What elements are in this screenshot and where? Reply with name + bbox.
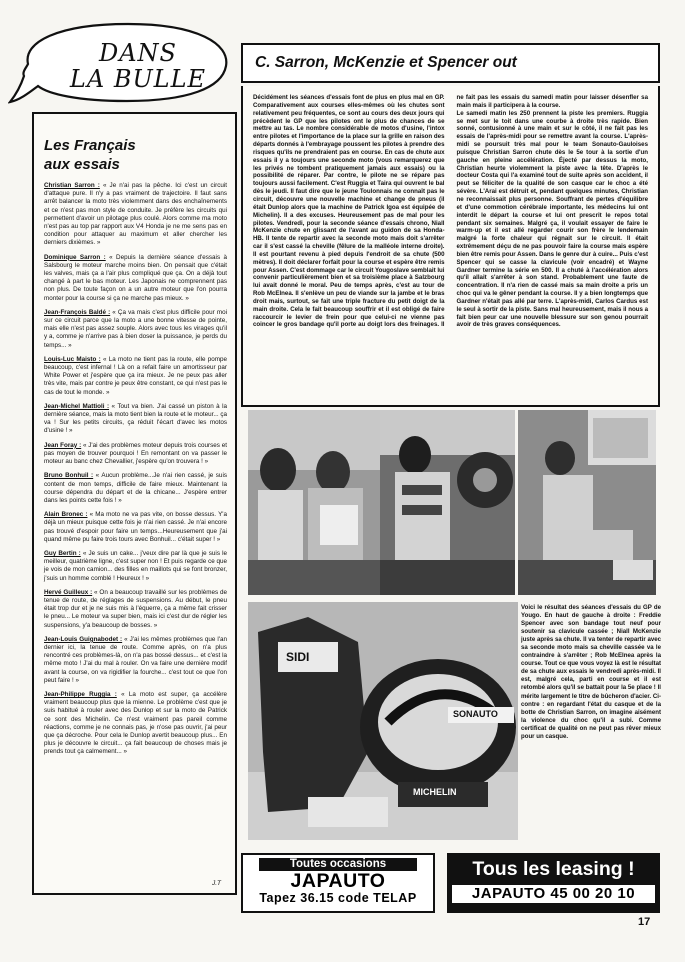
rider-quote-text: « Je suis un cake... j'veux dire par là que je suis le meilleur, quatrième ligne, c'est super non ! Et puis regarde ce que je vois de mon camion... des filles en maillots qui se font bronzer, j'suis un homme comblé ! Heureux ! » xyxy=(44,549,227,582)
rider-quote xyxy=(44,403,227,436)
rider-quote xyxy=(44,511,227,544)
tyre-brand-label: MICHELIN xyxy=(413,787,457,797)
rider-quote-text: « Tout va bien. J'ai cassé un piston à la dernière séance, mais la moto tient bien la route et le moteur... ça va ! Sur les petits circuits, ça réduit l'écart d'avec les motos d'usine ! » xyxy=(44,402,227,435)
ad1-line-3: Tapez 36.15 code TELAP xyxy=(259,891,417,905)
boot-brand-label: SIDI xyxy=(286,650,310,664)
rider-quote-text: « Ça va mais c'est plus difficile pour moi sur ce circuit parce que la moto a une bonne vitesse de pointe, mais elle n'est pas assez souple. Alors avec tous les virages qu'il y a, comme je n'arrive pas à bien doser la puissance, je perds du temps... » xyxy=(44,308,227,349)
japauto-occasions-ad xyxy=(241,853,435,913)
rider-quote-text: « Je n'ai pas la pêche. Ici c'est un circuit d'attaque pure. Il n'y a pas vraiment de trajectoire. Il faut sans arrêt balancer la moto très violemment dans des enchaînements et ce n'est pas mon style de conduite. Je préfère les circuits qui permettent d'avoir un pilotage plus coulé. Alors comme ma moto n'est pas au top par rapport aux V4 Honda je ne me sens pas en condition pour attaquer au maximum et aller chercher les derniers dixièmes. » xyxy=(44,182,227,247)
rider-name: Christian Sarron : xyxy=(44,182,100,189)
left-column-title xyxy=(44,136,227,174)
rider-quote-text: « J'ai des problèmes moteur depuis trois courses et pas moyen de trouver pourquoi ! En remontant on va passer le moteur au banc chez Chevallier, j'espère qu'on trouvera ! » xyxy=(44,441,227,466)
article-title: C. Sarron, McKenzie et Spencer out xyxy=(255,54,517,71)
author-signature: J.T xyxy=(211,880,221,887)
rider-quote-text: « Aucun problème...Je n'ai rien cassé, je suis content de mon temps, difficile de faire mieux. Maintenant la course dépendra du départ et de la chicane... J'espère entrer dans les points cette fois ! » xyxy=(44,472,227,504)
ad1-line-1: Toutes occasions xyxy=(259,858,417,871)
left-title-line-1: Les Français xyxy=(44,137,136,154)
rider-name: Dominique Sarron : xyxy=(44,253,106,261)
rider-name: Guy Bertin : xyxy=(44,549,81,557)
rider-quote-text: « On a beaucoup travaillé sur les problèmes de tenue de route, de réglages de suspensions. Au début, le pneu était trop dur et je ne suis mis à l'équerre, ça a même fait crisser le pneu... Le moteur va super bien, mais ici c'est dur de régler les suspensions, y'a beaucoup de bosses. » xyxy=(44,588,227,629)
ad1-line-2: JAPAUTO xyxy=(290,870,386,892)
photo-mcelnea-injured xyxy=(518,410,656,595)
photo-sarron-helmet-boot xyxy=(248,602,518,840)
rider-name: Louis-Luc Maisto : xyxy=(44,355,101,363)
rider-name: Jean-Philippe Ruggia : xyxy=(44,690,117,698)
page-number: 17 xyxy=(638,916,651,928)
rider-quotes-list xyxy=(44,182,227,757)
left-title-line-2: aux essais xyxy=(44,156,120,173)
rider-quote xyxy=(44,550,227,583)
rider-quote xyxy=(44,182,227,248)
dans-la-bulle-bubble xyxy=(8,4,233,104)
rider-quote xyxy=(44,254,227,303)
ad2-line-1: Tous les leasing ! xyxy=(472,858,635,880)
rider-name: Jean-Louis Guignabodet : xyxy=(44,635,123,643)
photo-caption: Voici le résultat des séances d'essais du GP de Yougo. En haut de gauche à droite : Freddie Spencer avec son bandage tout neuf pour soutenir sa clavicule cassée ; Niall McKenzie juste après sa chute. Il va tenter de repartir avec sa seconde moto mais sa cheville cassée va le contraindre à s'arrêter ; Rob McElnea après la course. Tout ce que vous voyez là est le résultat de sa chute aux essais le vendredi après-midi. Il est, malgré cela, parti en course et il est retombé alors qu'il se battait pour la 5e place ! Il mérite largement le titre de bûcheron d'acier. Ci-contre : en regardant l'état du casque et de la botte de Christian Sarron, on imagine aisément la violence du choc qu'il a subi. Comme certificat de qualité on ne peut pas rêver mieux pour un casque. xyxy=(521,604,661,740)
rider-quote-text: « J'ai les mêmes problèmes que l'an dernier ici, la tenue de route. Comme après, on n'a plus rencontré ces problèmes-là, on n'a pas bossé dessus... et c'est la même moto ! J'ai du mal à rouler. On va faire une dernière modif avant la course, on va rigidifier la fourche... c'est tout ce que l'on peut faire ! » xyxy=(44,635,227,684)
photo-mckenzie-crash xyxy=(380,410,515,595)
bubble-line-2: LA BULLE xyxy=(69,65,207,93)
bubble-title xyxy=(63,40,213,92)
rider-quote xyxy=(44,589,227,630)
rider-name: Alain Bronec : xyxy=(44,511,88,519)
photo-spencer-bandage xyxy=(248,410,380,595)
rider-name: Jean-François Baldé : xyxy=(44,308,111,316)
rider-name: Hervé Guilleux : xyxy=(44,588,93,596)
rider-quote xyxy=(44,356,227,397)
article-paragraph-2: Le samedi matin les 250 prennent la piste les premiers. Ruggia se met sur le toit dans une courbe à droite très rapide. Bien sonné, contusionné à une main et sur le côté, il ne fait pas les essais de l'après-midi pour se remettre avant la course. L'après-midi se poursuit très mal pour le team Sonauto-Gauloises puisque Christian Sarron chute dès le 5e tour à la sortie d'un gauche en pleine accélération. Éjecté par dessus la moto, Christian heurte violemment la piste avec la tête. D'après le docteur Costa qui l'a examiné tout de suite après son accident, il peut se féliciter de la qualité de son casque car le choc a été sévère. L'Arai est détruit et, pendant quelques minutes, Christian ne reconnaissait plus personne. Souffrant de pertes d'équilibre et d'une commotion cérébrale importante, les médecins lui ont interdit le départ la course et lui ont prescrit le repos total pendant six semaines. Malgré ça, il voulait essayer de faire le warm-up et il est allé regarder courir son frère le lendemain malgré la forte chaleur qui régnait sur le circuit. Il était extrêmement déçu de ne pas pouvoir faire la course mais espère bien être remis pour Assen. Dans le genre dur à cuire... Puis c'est Spencer qui se casse la clavicule (voir encadré) et Wayne Gardner termine la série en 500. Il a chuté à l'accélération alors qu'il allait s'arrêter à son stand. Probablement une faute de concentration. Il n'a rien de cassé mais sa main droite a pris un choc qui va le gêner pendant la course. Il y a bien longtemps que Gardner n'était pas allé par terre. L'après-midi, Carlos Cardus est le seul à sortir de la piste. Sans mal heureusement, mais il nous a fait bien peur car une nouvelle blessure sur son genou pourrait avoir de très graves conséquences. xyxy=(456,109,648,329)
article-paragraph-1: Décidément les séances d'essais font de plus en plus mal en GP. Comparativement aux courses elles-mêmes où les chutes sont relativement peu fréquentes, ce sont au cours des deux jours qui précèdent le GP que les pilotes ont le plus de chances de se mettre au tas. Le nombre considérable de motos d'usine, l'intox entre pilotes et l'importance de la place sur la grille en raison des départs donnés à l'embrayage poussent les pilotes à prendre des risques qu'ils ne prendraient pas en course. En cas de chute aux essais il y a toujours une seconde moto (vous remarquerez que les privés ne tombent pratiquement jamais aux essais) ou la possibilité de réparer. Par contre, le pilote ne se répare pas toujours aussi facilement. C'est Ruggia et Taira qui ouvrent le bal dès le jeudi. Il faut dire que le jeune Toulonnais ne connaît pas le circuit, découvre une nouvelle machine et change de pneus (il était Dunlop alors que la machine de Patrick Igoa est équipée de Michelin). Il a des excuses. Heureusement pas de mal pour les pilotes. Vendredi, pour la seconde séance d'essais chrono, Niall McKenzie chute en glissant de l'avant au guidon de sa Honda-HB. Il tente de repartir avec la seconde moto mais doit s'arrêter car il s'est cassé la cheville (fêlure de la malléole interne droite). Il est pourtant revenu à pied depuis l'endroit de sa chute (500 mètres). Il doit déclarer forfait pour la course et espère être remis pour Assen. C'est dommage car le circuit Yougoslave semblait lui convenir particulièrement bien et sa troisième place à Salzbourg lui avait donné le moral. Peu de temps après, c'est au tour de Rob McElnea. Il s'enlève un peu de viande sur la jambe et le bras droit mais, surtout, se fait une triple fracture du petit doigt de la main droite. Cela le fait beaucoup souffrir et il est obligé de faire raccourcir le levier de frein pour que celui-ci ne vienne pas coincer le gros bandage qu'il porte au doigt lors des freinages. Il ne fait pas les essais du samedi matin pour laisser désenfler sa main mais il participera à la course. xyxy=(253,94,648,329)
helmet-sponsor-label: SONAUTO xyxy=(453,709,498,719)
rider-quote xyxy=(44,442,227,467)
rider-quote-text: « Depuis la dernière séance d'essais à Salsbourg le moteur marche moins bien. On pensait que c'était les valves, mais ça a l'air plus compliqué que ça. On a déjà tout changé à part le bas moteur. Les Japonais ne comprennent pas non plus. De toute façon on a un autre moteur que l'on pourra monter pour la course si ça ne marche pas mieux. » xyxy=(44,253,227,302)
rider-quote-text: « La moto est super, ça accélère vraiment beaucoup plus que la mienne. Le problème c'est que je suis habitué à rouler avec des Dunlop et sur la moto de Patrick ce sont des Michelin. Ce n'est vraiment pas pareil comme réactions, comme je ne connais pas, je n'ose pas ouvrir, j'ai peur que ça décroche. Pour cela le Dunlop avertit beaucoup plus... En plus je découvre le circuit... ça fait beaucoup de choses mais je prends tout ça calmement... » xyxy=(44,690,227,756)
rider-quote-text: « Ma moto ne va pas vite, on bosse dessus. Y'a déjà un mieux puisque cette fois je n'ai rien cassé. Je n'ai encore pas trouvé d'espoir pour faire un temps...Heureusement que j'ai quand même pu faire trois tours avec Bonhuil... c'était super ! » xyxy=(44,511,227,543)
rider-quote xyxy=(44,636,227,685)
article-body xyxy=(241,86,660,407)
french-riders-column xyxy=(32,112,237,895)
bubble-line-1: DANS xyxy=(98,39,177,67)
article-header xyxy=(241,43,660,83)
rider-quote xyxy=(44,691,227,757)
rider-name: Bruno Bonhuil : xyxy=(44,472,94,480)
rider-quote xyxy=(44,472,227,505)
ad2-line-2: JAPAUTO 45 00 20 10 xyxy=(452,885,655,903)
rider-name: Jean-Michel Mattioli : xyxy=(44,402,110,410)
rider-quote-text: « La moto ne tient pas la route, elle pompe beaucoup, c'est infernal ! Là on a refait faire un amortisseur par White Power et j'espère que ça ira mieux. Je ne peux pas aller très vite, mais par contre je peux être constant, ce qui n'est pas le cas de tout le monde. » xyxy=(44,355,227,396)
rider-name: Jean Foray : xyxy=(44,441,82,449)
rider-quote xyxy=(44,309,227,350)
japauto-leasing-ad xyxy=(447,853,660,913)
